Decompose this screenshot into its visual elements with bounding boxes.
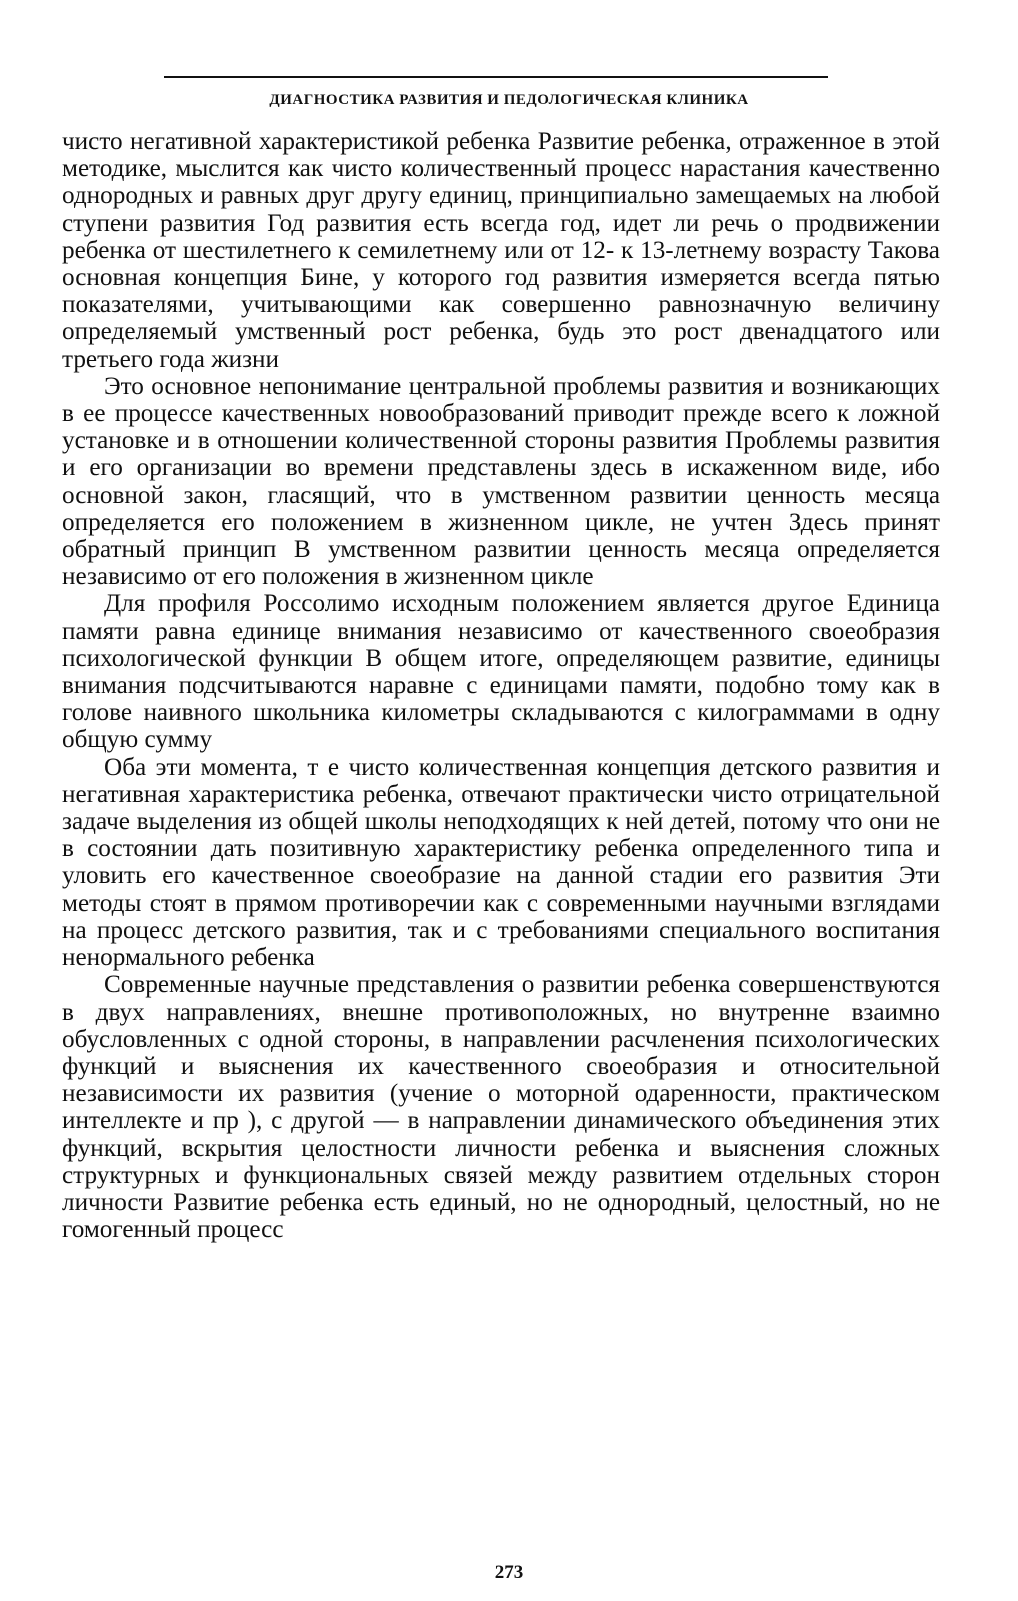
paragraph: Для профиля Россолимо исходным положением является другое Единица памяти равна единице внимания независимо от качественного своеобразия психологической функции В общем итоге, определяющем развитие, единицы внимания подсчитываются наравне с единицами памяти, подобно тому как в голове наивного школьника километры складываются с килограммами в одну общую сумму: [62, 590, 940, 754]
paragraph: чисто негативной характеристикой ребенка Развитие ребенка, отраженное в этой методике, мыслится как чисто количественный процесс нарастания качественно однородных и равных друг другу единиц, принципиально замещаемых на любой ступени развития Год развития есть всегда год, идет ли речь о продвижении ребенка от шестилетнего к семилетнему или от 12- к 13-летнему возрасту Такова основная концепция Бине, у которого год развития измеряется всегда пятью показателями, учитывающими как совершенно равнозначную величину определяемый умственный рост ребенка, будь это рост двенадцатого или третьего года жизни: [62, 128, 940, 373]
body-text: [62, 128, 940, 1243]
paragraph: Это основное непонимание центральной проблемы развития и возникающих в ее процессе качественных новообразований приводит прежде всего к ложной установке и в отношении количественной стороны развития Проблемы развития и его организации во времени представлены здесь в искаженном виде, ибо основной закон, гласящий, что в умственном развитии ценность месяца определяется его положением в жизненном цикле, не учтен Здесь принят обратный принцип В умственном развитии ценность месяца определяется независимо от его положения в жизненном цикле: [62, 372, 940, 591]
header-rule: [164, 76, 828, 78]
running-head: ДИАГНОСТИКА РАЗВИТИЯ И ПЕДОЛОГИЧЕСКАЯ КЛИНИКА: [269, 92, 749, 108]
paragraph: Современные научные представления о развитии ребенка совершенствуются в двух направлениях, внешне противоположных, но внутренне взаимно обусловленных с одной стороны, в направлении расчленения психологических функций и выяснения их качественного своеобразия и относительной независимости их развития (учение о моторной одаренности, практическом интеллекте и пр ), с другой — в направлении динамического объединения этих функций, вскрытия целостности личности ребенка и выяснения сложных структурных и функциональных связей между развитием отдельных сторон личности Развитие ребенка есть единый, но не однородный, целостный, но не гомогенный процесс: [62, 971, 940, 1244]
page-number: 273: [494, 1562, 524, 1583]
paragraph: Оба эти момента, т е чисто количественная концепция детского развития и негативная характеристика ребенка, отвечают практически чисто отрицательной задаче выделения из общей школы неподходящих к ней детей, потому что они не в состоянии дать позитивную характеристику ребенка определенного типа и уловить его качественное своеобразие на данной стадии его развития Эти методы стоят в прямом противоречии как с современными научными взглядами на процесс детского развития, так и с требованиями специального воспитания ненормального ребенка: [62, 753, 940, 972]
